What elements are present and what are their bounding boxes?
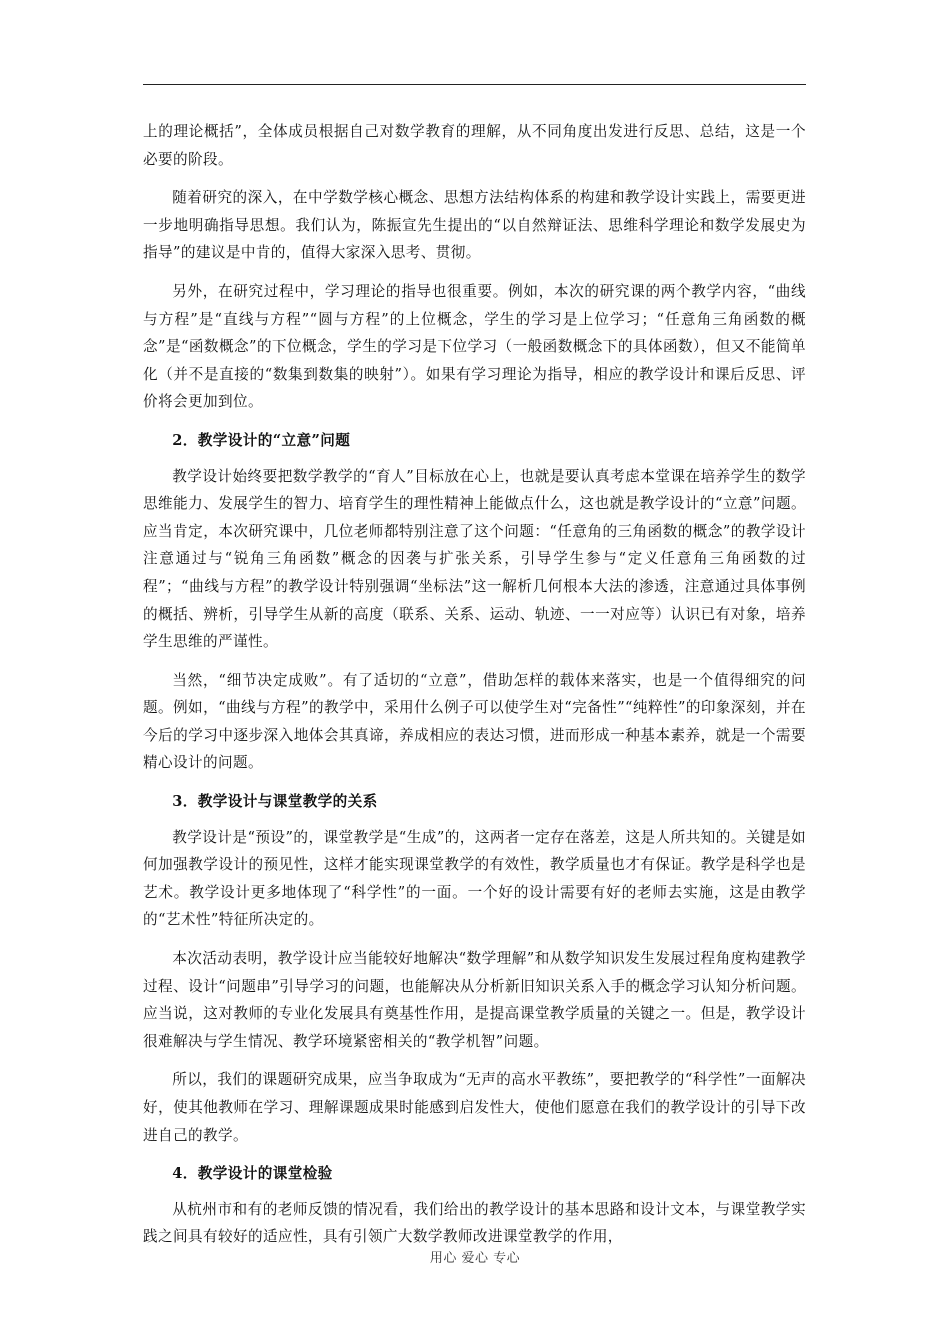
document-body	[143, 118, 806, 1262]
section-heading: 3．教学设计与课堂教学的关系	[172, 793, 378, 811]
paragraph: 随着研究的深入，在中学数学核心概念、思想方法结构体系的构建和教学设计实践上，需要更进一步地明确指导思想。我们认为，陈振宣先生提出的“以自然辩证法、思维科学理论和数学发展史为指导”的建议是中肯的，值得大家深入思考、贯彻。	[143, 189, 806, 262]
paragraph: 所以，我们的课题研究成果，应当争取成为“无声的高水平教练”，要把教学的“科学性”一面解决好，使其他教师在学习、理解课题成果时能感到启发性大，使他们愿意在我们的教学设计的引导下改进自己的教学。	[143, 1071, 806, 1144]
paragraph: 教学设计是“预设”的，课堂教学是“生成”的，这两者一定存在落差，这是人所共知的。关键是如何加强教学设计的预见性，这样才能实现课堂教学的有效性，教学质量也才有保证。教学是科学也是艺术。教学设计更多地体现了“科学性”的一面。一个好的设计需要有好的老师去实施，这是由教学的“艺术性”特征所决定的。	[143, 828, 806, 929]
section-heading: 4．教学设计的课堂检验	[172, 1165, 333, 1183]
paragraph: 另外，在研究过程中，学习理论的指导也很重要。例如，本次的研究课的两个教学内容，“曲线与方程”是“直线与方程”“圆与方程”的上位概念，学生的学习是上位学习；“任意角三角函数的概念”是“函数概念”的下位概念，学生的学习是下位学习（一般函数概念下的具体函数），但又不能简单化（并不是直接的“数集到数集的映射”）。如果有学习理论为指导，相应的教学设计和课后反思、评价将会更加到位。	[143, 282, 806, 411]
paragraph: 教学设计始终要把数学教学的“育人”目标放在心上，也就是要认真考虑本堂课在培养学生的数学思维能力、发展学生的智力、培育学生的理性精神上能做点什么，这也就是教学设计的“立意”问题。应当肯定，本次研究课中，几位老师都特别注意了这个问题：“任意角的三角函数的概念”的教学设计注意通过与“锐角三角函数”概念的因袭与扩张关系，引导学生参与“定义任意角三角函数的过程”；“曲线与方程”的教学设计特别强调“坐标法”这一解析几何根本大法的渗透，注意通过具体事例的概括、辨析，引导学生从新的高度（联系、关系、运动、轨迹、一一对应等）认识已有对象，培养学生思维的严谨性。	[143, 467, 806, 651]
paragraph: 当然，“细节决定成败”。有了适切的“立意”，借助怎样的载体来落实，也是一个值得细究的问题。例如，“曲线与方程”的教学中，采用什么例子可以使学生对“完备性”“纯粹性”的印象深刻，并在今后的学习中逐步深入地体会其真谛，养成相应的表达习惯，进而形成一种基本素养，就是一个需要精心设计的问题。	[143, 671, 806, 772]
section-heading: 2．教学设计的“立意”问题	[172, 431, 351, 449]
paragraph: 上的理论概括”，全体成员根据自己对数学教育的理解，从不同角度出发进行反思、总结，这是一个必要的阶段。	[143, 123, 806, 168]
paragraph: 本次活动表明，教学设计应当能较好地解决“数学理解”和从数学知识发生发展过程角度构建教学过程、设计“问题串”引导学习的问题，也能解决从分析新旧知识关系入手的概念学习认知分析问题。应当说，这对教师的专业化发展具有奠基性作用，是提高课堂教学质量的关键之一。但是，教学设计很难解决与学生情况、教学环境紧密相关的“教学机智”问题。	[143, 950, 806, 1050]
header-rule	[143, 84, 806, 85]
paragraph: 从杭州市和有的老师反馈的情况看，我们给出的教学设计的基本思路和设计文本，与课堂教学实践之间具有较好的适应性，具有引领广大数学教师改进课堂教学的作用，	[143, 1200, 806, 1246]
page-footer: 用心 爱心 专心	[429, 1251, 521, 1266]
